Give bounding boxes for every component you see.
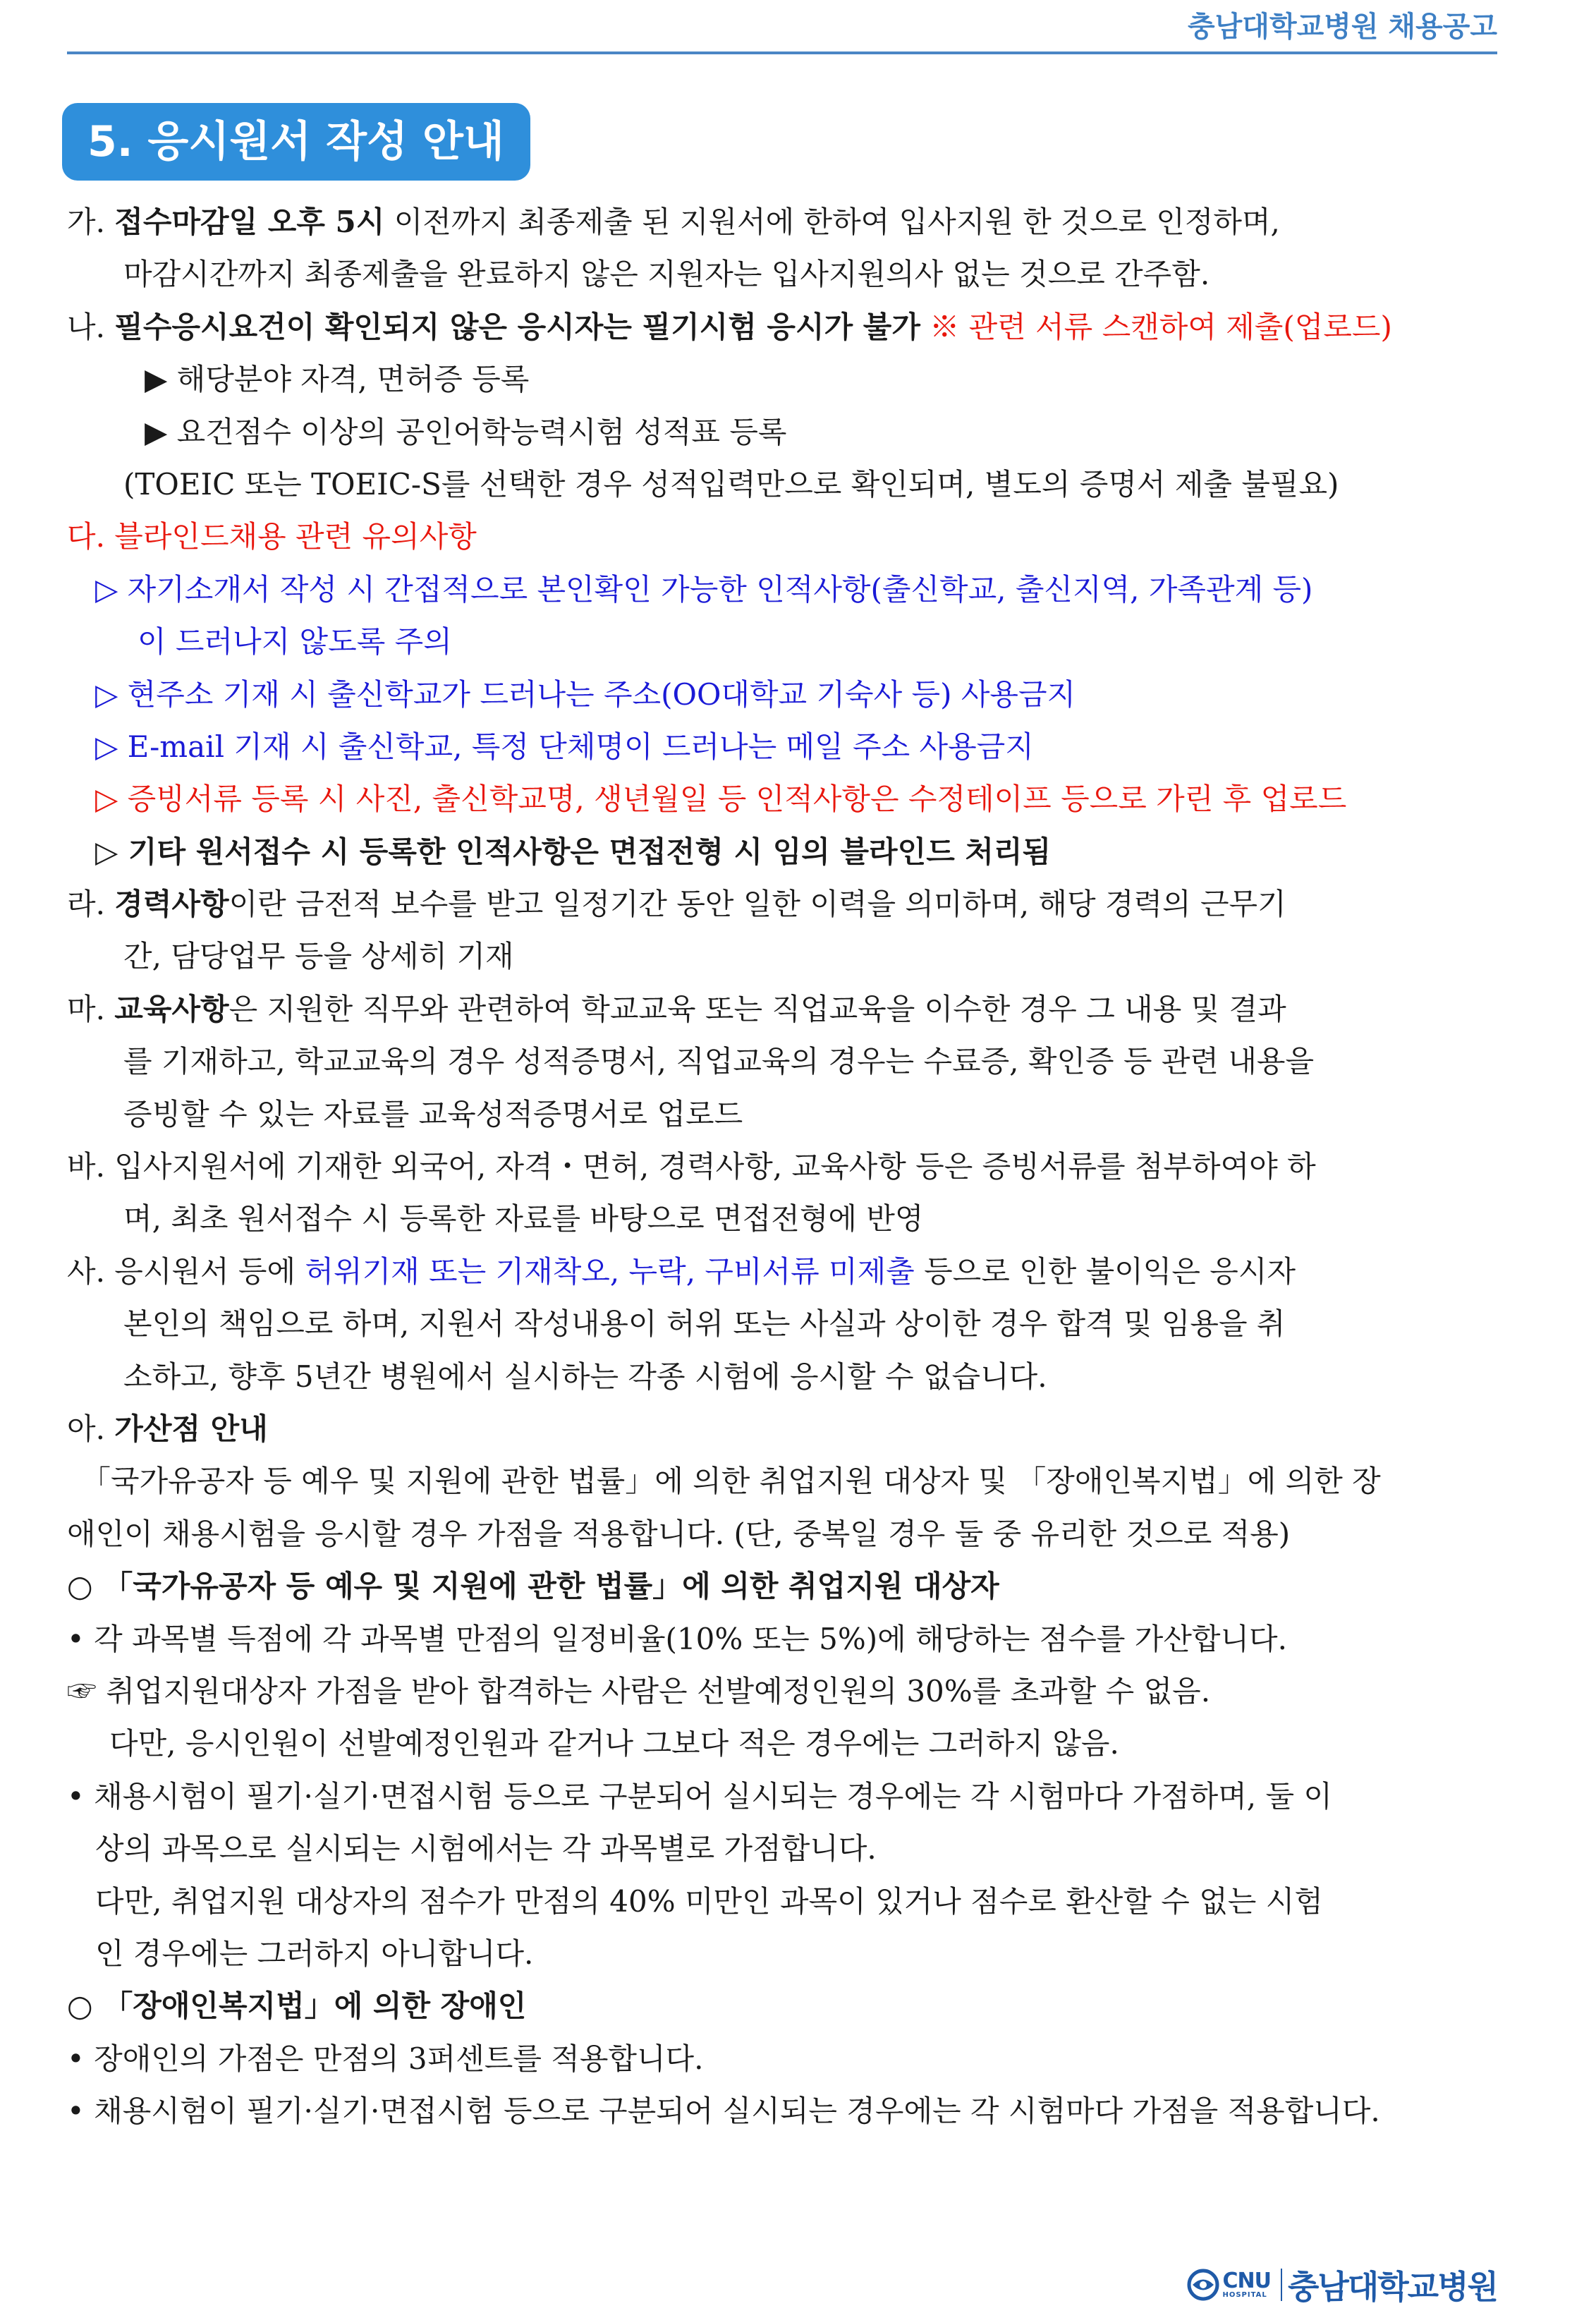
text-span: 이란 금전적 보수를 받고 일정기간 동안 일한 이력을 의미하며, 해당 경력의 근무기	[229, 887, 1286, 922]
career-highlight: 경력사항	[114, 887, 229, 922]
section-title-badge: 5. 응시원서 작성 안내	[62, 103, 530, 181]
text-span: 이전까지 최종제출 된 지원서에 한하여 입사지원 한 것으로 인정하며,	[384, 205, 1280, 239]
blind-item-3: ▷ E-mail 기재 시 출신학교, 특정 단체명이 드러나는 메일 주소 사용금지	[95, 729, 1034, 764]
item-sa-line2: 본인의 책임으로 하며, 지원서 작성내용이 허위 또는 사실과 상이한 경우 합격 및 임용을 취	[123, 1306, 1286, 1342]
item-marker: 마.	[67, 991, 105, 1026]
item-ma-line2: 를 기재하고, 학교교육의 경우 성적증명서, 직업교육의 경우는 수료증, 확인증 등 관련 내용을	[123, 1044, 1315, 1079]
item-na-note: (TOEIC 또는 TOEIC-S를 선택한 경우 성적입력만으로 확인되며, 별도의 증명서 제출 불필요)	[123, 466, 1339, 502]
item-ra-line1	[67, 878, 1495, 930]
veterans-bullet-2-line4: 인 경우에는 그러하지 아니합니다.	[95, 1936, 534, 1971]
disability-subheading: ○ 「장애인복지법」에 의한 장애인	[67, 1989, 527, 2024]
item-sa-line1	[67, 1246, 1495, 1298]
cnu-emblem	[1187, 2269, 1270, 2301]
text-span: 등으로 인한 불이익은 응시자	[914, 1253, 1296, 1289]
item-a-heading	[67, 1403, 1495, 1455]
upload-note: ※ 관련 서류 스캔하여 제출(업로드)	[920, 309, 1392, 344]
item-ra-line2: 간, 담당업무 등을 상세히 기재	[123, 939, 514, 974]
cnu-globe-icon	[1187, 2269, 1219, 2301]
education-highlight: 교육사항	[114, 991, 229, 1026]
veterans-bullet-2-line2: 상의 과목으로 실시되는 시험에서는 각 과목별로 가점합니다.	[95, 1831, 877, 1866]
text-span: 사. 응시원서 등에	[67, 1253, 305, 1289]
veterans-bullet-2-line1: • 채용시험이 필기·실기·면접시험 등으로 구분되어 실시되는 경우에는 각 시험마다 가점하며, 둘 이	[67, 1778, 1332, 1814]
hospital-name: 충남대학교병원	[1287, 2268, 1497, 2306]
blind-item-4: ▷ 증빙서류 등록 시 사진, 출신학교명, 생년월일 등 인적사항은 수정테이프 등으로 가린 후 업로드	[95, 782, 1347, 817]
item-marker: 아.	[67, 1411, 105, 1446]
blind-item-2: ▷ 현주소 기재 시 출신학교가 드러나는 주소(OO대학교 기숙사 등) 사용금지	[95, 676, 1076, 712]
veterans-note-2: 다만, 응시인원이 선발예정인원과 같거나 그보다 적은 경우에는 그러하지 않음.	[109, 1726, 1119, 1761]
logo-sub-text: HOSPITAL	[1222, 2291, 1267, 2299]
item-marker: 라.	[67, 887, 105, 922]
veterans-bullet-1: • 각 과목별 득점에 각 과목별 만점의 일정비율(10% 또는 5%)에 해당하는 점수를 가산합니다.	[67, 1621, 1287, 1656]
disability-bullet-2: • 채용시험이 필기·실기·면접시험 등으로 구분되어 실시되는 경우에는 각 시험마다 가점을 적용합니다.	[67, 2094, 1380, 2129]
item-ba-line2: 며, 최초 원서접수 시 등록한 자료를 바탕으로 면접전형에 반영	[123, 1201, 924, 1237]
false-entry-warning: 허위기재 또는 기재착오, 누락, 구비서류 미제출	[305, 1253, 915, 1289]
header-title: 충남대학교병원 채용공고	[1188, 11, 1497, 43]
hospital-logo	[1187, 2266, 1497, 2306]
document-body	[67, 196, 1495, 2137]
blind-item-1-line2: 이 드러나지 않도록 주의	[138, 624, 452, 660]
bonus-intro-line2: 애인이 채용시험을 응시할 경우 가점을 적용합니다. (단, 중복일 경우 둘 중 유리한 것으로 적용)	[67, 1516, 1291, 1551]
bonus-points-heading: 가산점 안내	[114, 1411, 268, 1446]
item-na-line1	[67, 301, 1495, 353]
veterans-bullet-2-line3: 다만, 취업지원 대상자의 점수가 만점의 40% 미만인 과목이 있거나 점수로 환산할 수 없는 시험	[95, 1883, 1323, 1919]
veterans-note-1: ☞ 취업지원대상자 가점을 받아 합격하는 사람은 선발예정인원의 30%를 초과할 수 없음.	[67, 1673, 1211, 1708]
veterans-subheading: ○ 「국가유공자 등 예우 및 지원에 관한 법률」에 의한 취업지원 대상자	[67, 1569, 999, 1604]
item-ga-line2: 마감시간까지 최종제출을 완료하지 않은 지원자는 입사지원의사 없는 것으로 간주함.	[123, 257, 1210, 292]
blind-item-5: ▷ 기타 원서접수 시 등록한 인적사항은 면접전형 시 임의 블라인드 처리됨	[95, 834, 1052, 869]
blind-item-1-line1: ▷ 자기소개서 작성 시 간접적으로 본인확인 가능한 인적사항(출신학교, 출신지역, 가족관계 등)	[95, 571, 1313, 607]
item-na-bullet2: ▶ 요건점수 이상의 공인어학능력시험 성적표 등록	[145, 414, 787, 449]
item-na-bullet1: ▶ 해당분야 자격, 면허증 등록	[145, 362, 530, 397]
item-ma-line1	[67, 983, 1495, 1036]
item-marker: 나.	[67, 309, 105, 344]
header-divider	[67, 51, 1497, 54]
item-ma-line3: 증빙할 수 있는 자료를 교육성적증명서로 업로드	[123, 1096, 743, 1131]
text-span: 은 지원한 직무와 관련하여 학교교육 또는 직업교육을 이수한 경우 그 내용 및 결과	[229, 991, 1286, 1026]
item-ba-line1: 바. 입사지원서에 기재한 외국어, 자격・면허, 경력사항, 교육사항 등은 증빙서류를 첨부하여야 하	[67, 1149, 1316, 1184]
item-ga-line1	[67, 196, 1495, 248]
logo-mark-text: CNU	[1222, 2269, 1271, 2293]
disability-bullet-1: • 장애인의 가점은 만점의 3퍼센트를 적용합니다.	[67, 2041, 704, 2076]
item-marker: 가.	[67, 205, 105, 239]
item-da-heading: 다. 블라인드채용 관련 유의사항	[67, 519, 477, 554]
deadline-highlight: 접수마감일 오후 5시	[114, 205, 385, 239]
bonus-intro-line1: 「국가유공자 등 예우 및 지원에 관한 법률」에 의한 취업지원 대상자 및 「장애인복지법」에 의한 장	[81, 1464, 1381, 1499]
requirement-highlight: 필수응시요건이 확인되지 않은 응시자는 필기시험 응시가 불가	[114, 309, 920, 344]
logo-divider	[1281, 2269, 1282, 2301]
item-sa-line3: 소하고, 향후 5년간 병원에서 실시하는 각종 시험에 응시할 수 없습니다.	[123, 1359, 1047, 1394]
